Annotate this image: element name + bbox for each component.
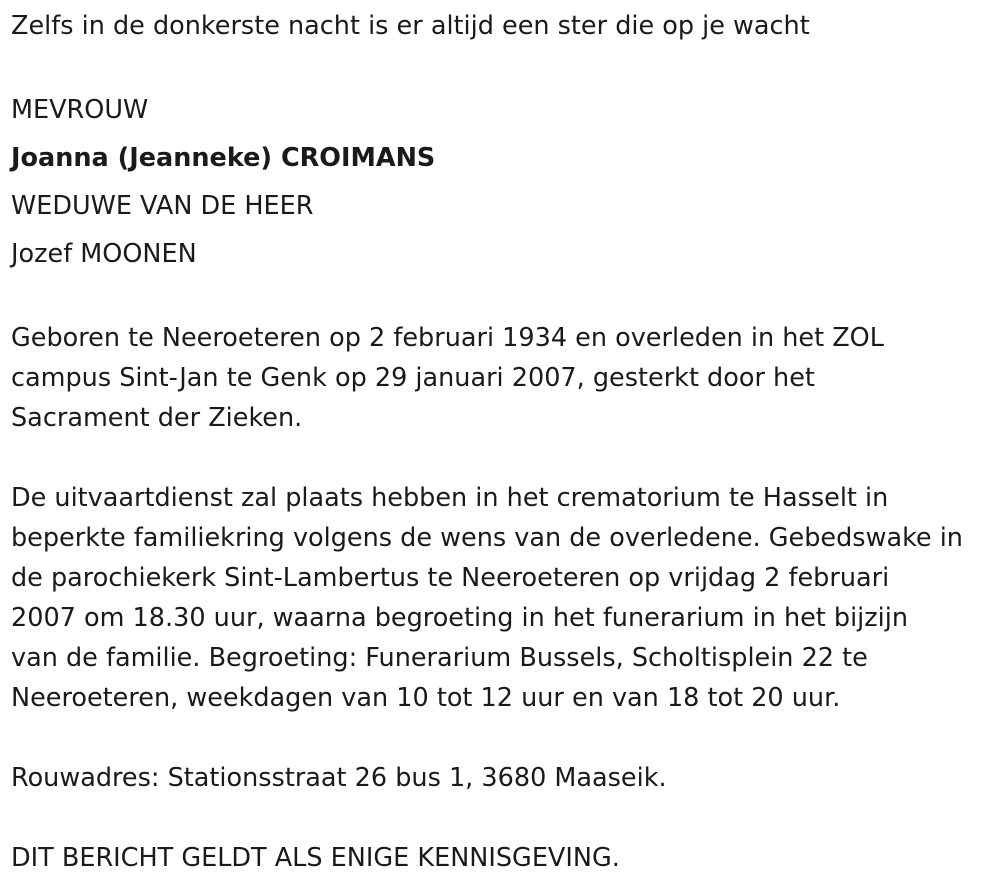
paragraph-line: van de familie. Begroeting: Funerarium Bussels, Scholtisplein 22 te (11, 643, 868, 673)
paragraph-line: De uitvaartdienst zal plaats hebben in het crematorium te Hasselt in (11, 483, 889, 513)
birth-death-paragraph (11, 318, 1000, 438)
spacer (11, 46, 1000, 86)
paragraph-line: Sacrament der Zieken. (11, 403, 303, 433)
spacer (11, 438, 1000, 478)
spacer (11, 278, 1000, 318)
motto: Zelfs in de donkerste nacht is er altijd een ster die op je wacht (11, 11, 810, 41)
spacer (11, 718, 1000, 758)
paragraph-line: beperkte familiekring volgens de wens van de overledene. Gebedswake in (11, 523, 963, 553)
paragraph-line: Geboren te Neeroeteren op 2 februari 1934 en overleden in het ZOL (11, 323, 884, 353)
paragraph-line: Neeroeteren, weekdagen van 10 tot 12 uur en van 18 tot 20 uur. (11, 683, 841, 713)
spacer (11, 798, 1000, 838)
closing-statement: DIT BERICHT GELDT ALS ENIGE KENNISGEVING. (11, 843, 620, 873)
deceased-name: Joanna (Jeanneke) CROIMANS (11, 143, 436, 173)
paragraph-line: de parochiekerk Sint-Lambertus te Neeroeteren op vrijdag 2 februari (11, 563, 890, 593)
paragraph-line: campus Sint-Jan te Genk op 29 januari 2007, gesterkt door het (11, 363, 815, 393)
paragraph-line: 2007 om 18.30 uur, waarna begroeting in het funerarium in het bijzijn (11, 603, 908, 633)
spouse-name: Jozef MOONEN (11, 239, 197, 269)
relation: WEDUWE VAN DE HEER (11, 191, 314, 221)
service-paragraph (11, 478, 1000, 718)
title-prefix: MEVROUW (11, 95, 149, 125)
mourning-address: Rouwadres: Stationsstraat 26 bus 1, 3680 Maaseik. (11, 763, 667, 793)
